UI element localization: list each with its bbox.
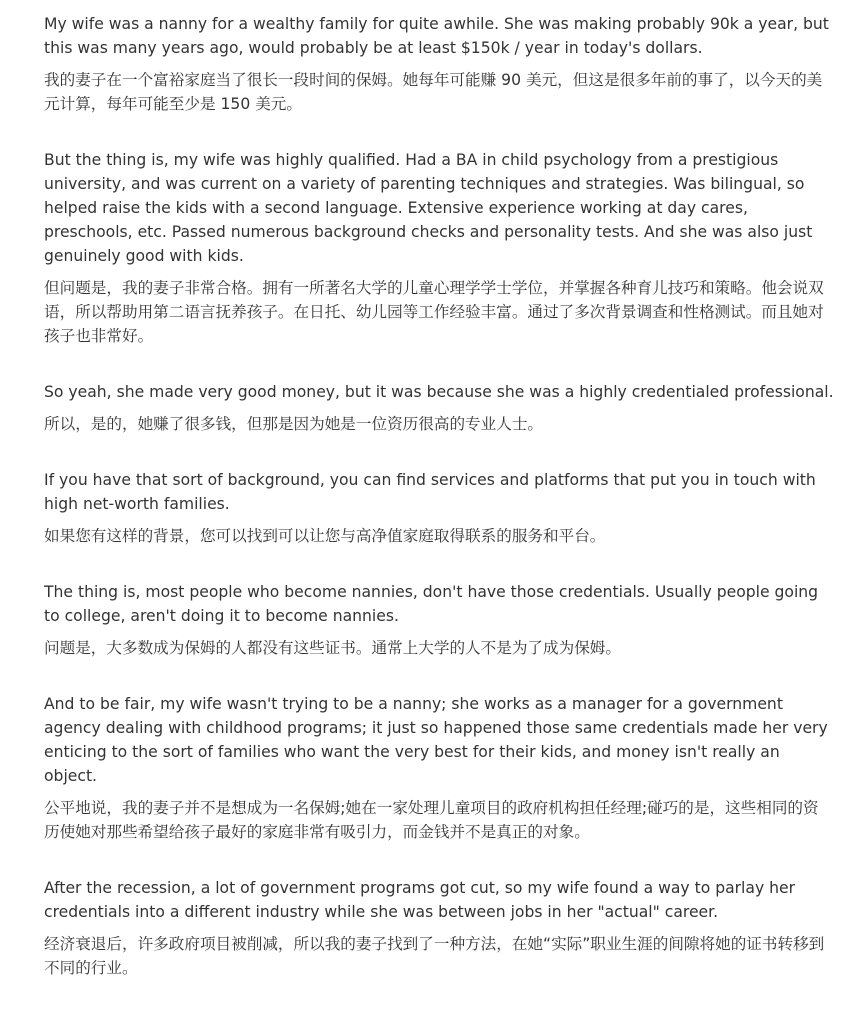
paragraph-pair-1: [44, 12, 834, 116]
english-paragraph: If you have that sort of background, you can find services and platforms that put you in touch with high net-worth families.: [44, 471, 816, 513]
chinese-translation: 如果您有这样的背景，您可以找到可以让您与高净值家庭取得联系的服务和平台。: [44, 527, 606, 545]
chinese-translation: 问题是，大多数成为保姆的人都没有这些证书。通常上大学的人不是为了成为保姆。: [44, 639, 621, 657]
chinese-translation: 所以，是的，她赚了很多钱，但那是因为她是一位资历很高的专业人士。: [44, 415, 544, 433]
english-paragraph: After the recession, a lot of government programs got cut, so my wife found a way to parlay her credentials into a different industry while she was between jobs in her "actual" career.: [44, 879, 796, 921]
english-paragraph: The thing is, most people who become nannies, don't have those credentials. Usually people going to college, aren't doing it to become nannies.: [44, 583, 819, 625]
paragraph-pair-2: [44, 148, 834, 348]
english-paragraph: But the thing is, my wife was highly qualified. Had a BA in child psychology from a prestigious university, and was current on a variety of parenting techniques and strategies. Was bilingual, so helped raise the kids with a second language. Extensive experience working at day cares, preschools, etc. Passed numerous background checks and personality tests. And she was also just genuinely good with kids.: [44, 151, 813, 265]
paragraph-pair-4: [44, 468, 834, 548]
chinese-translation: 经济衰退后，许多政府项目被削减，所以我的妻子找到了一种方法，在她“实际”职业生涯的间隙将她的证书转移到不同的行业。: [44, 935, 825, 977]
english-paragraph: My wife was a nanny for a wealthy family for quite awhile. She was making probably 90k a year, but this was many years ago, would probably be at least $150k / year in today's dollars.: [44, 15, 829, 57]
chinese-translation: 但问题是，我的妻子非常合格。拥有一所著名大学的儿童心理学学士学位，并掌握各种育儿技巧和策略。他会说双语，所以帮助用第二语言抚养孩子。在日托、幼儿园等工作经验丰富。通过了多次背景调查和性格测试。而且她对孩子也非常好。: [44, 279, 824, 345]
paragraph-pair-3: [44, 380, 834, 436]
translated-post: [44, 12, 834, 1012]
english-paragraph: So yeah, she made very good money, but it was because she was a highly credentialed professional.: [44, 383, 834, 401]
chinese-translation: 公平地说，我的妻子并不是想成为一名保姆;她在一家处理儿童项目的政府机构担任经理;碰巧的是，这些相同的资历使她对那些希望给孩子最好的家庭非常有吸引力，而金钱并不是真正的对象。: [44, 799, 819, 841]
paragraph-pair-7: [44, 876, 834, 980]
english-paragraph: And to be fair, my wife wasn't trying to be a nanny; she works as a manager for a government agency dealing with childhood programs; it just so happened those same credentials made her very enticing to the sort of families who want the very best for their kids, and money isn't really an object.: [44, 695, 828, 785]
paragraph-pair-5: [44, 580, 834, 660]
paragraph-pair-6: [44, 692, 834, 844]
chinese-translation: 我的妻子在一个富裕家庭当了很长一段时间的保姆。她每年可能赚 90 美元，但这是很多年前的事了，以今天的美元计算，每年可能至少是 150 美元。: [44, 71, 823, 113]
